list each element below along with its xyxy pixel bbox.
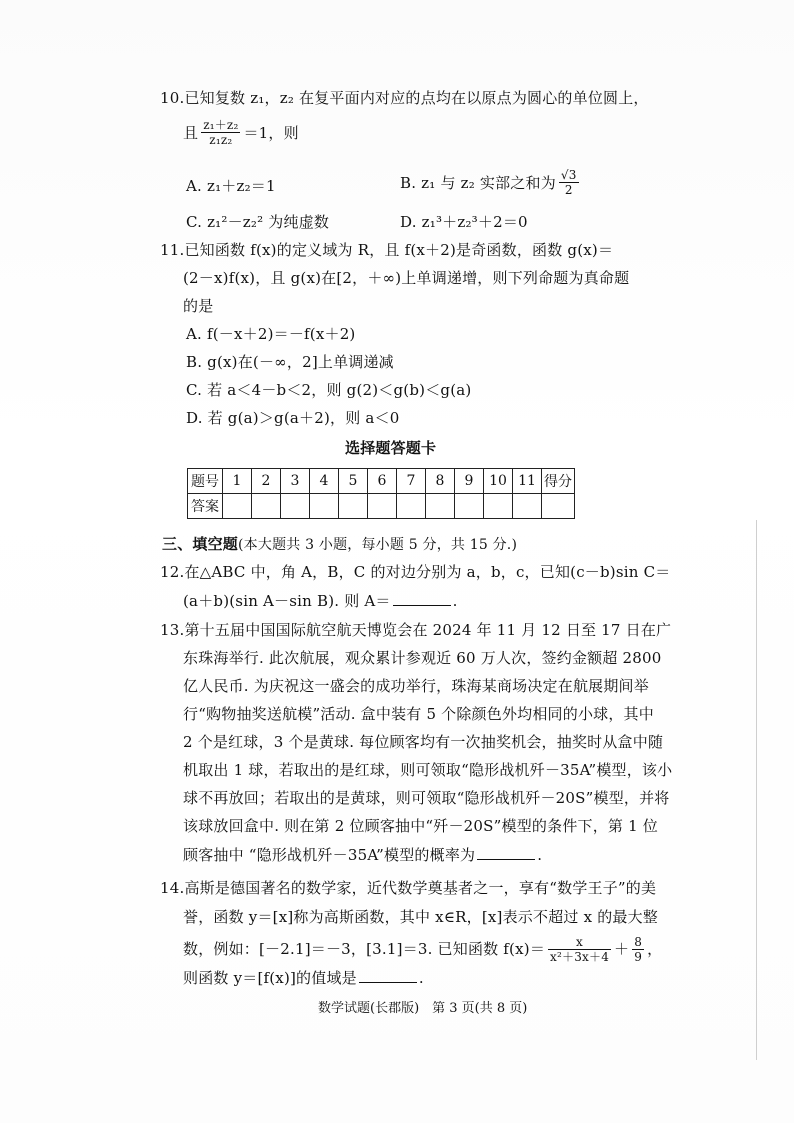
answer-cell — [484, 494, 513, 519]
q12-line2-suffix: . — [452, 592, 458, 610]
q13-line1: 13.第十五届中国国际航空航天博览会在 2024 年 11 月 12 日至 17 日在广 — [160, 621, 672, 639]
q10-option-b-fraction — [559, 168, 579, 197]
answer-cell — [455, 494, 484, 519]
answer-card-table — [187, 468, 575, 519]
answer-cell — [426, 494, 455, 519]
section3-heading-line — [162, 534, 517, 555]
q10-option-b — [400, 168, 582, 197]
q12-answer-blank — [393, 591, 451, 606]
scan-edge-line — [756, 520, 757, 1060]
q13-line6: 机取出 1 球，若取出的是红球，则可领取“隐形战机歼－35A”模型，该小 — [183, 761, 673, 779]
answer-card-number: 9 — [455, 469, 484, 494]
q13-line3: 亿人民币. 为庆祝这一盛会的成功举行，珠海某商场决定在航展期间举 — [183, 677, 649, 695]
q14-line4-suffix: . — [418, 969, 424, 987]
q11-line3: 的是 — [183, 297, 214, 315]
section3-note: (本大题共 3 小题，每小题 5 分，共 15 分.) — [238, 537, 518, 553]
q14-line3 — [183, 928, 662, 970]
q10-cond-prefix: 且 — [183, 123, 199, 142]
score-cell — [542, 494, 575, 519]
answer-card-title: 选择题答题卡 — [345, 439, 437, 457]
q12-line2 — [183, 591, 458, 611]
q14-fraction-1 — [548, 935, 611, 964]
answer-cell — [339, 494, 368, 519]
answer-cell — [223, 494, 252, 519]
q11-option-b: B. g(x)在(－∞，2]上单调递减 — [186, 353, 394, 371]
q13-line2: 东珠海举行. 此次航展，观众累计参观近 60 万人次，签约金额超 2800 — [183, 649, 662, 667]
q14-fraction-1-denominator: x²＋3x＋4 — [550, 949, 610, 964]
q14-line4 — [183, 968, 424, 988]
q10-cond-fraction — [201, 118, 240, 147]
answer-card-number: 10 — [484, 469, 513, 494]
q14-line3-suffix: ， — [647, 940, 663, 958]
section3-heading: 三、填空题 — [162, 535, 239, 553]
q10-option-a: A. z₁＋z₂＝1 — [186, 177, 276, 195]
q11-option-c: C. 若 a＜4－b＜2，则 g(2)＜g(b)＜g(a) — [186, 381, 472, 399]
q10-condition — [183, 118, 299, 147]
answer-card-row-numbers — [188, 469, 575, 494]
q11-line1: 11.已知函数 f(x)的定义域为 R，且 f(x＋2)是奇函数，函数 g(x)＝ — [160, 241, 614, 259]
q10-option-c: C. z₁²－z₂² 为纯虚数 — [186, 213, 330, 231]
q10-option-b-text: B. z₁ 与 z₂ 实部之和为 — [400, 173, 556, 192]
q13-line9 — [183, 845, 542, 865]
answer-card-number: 3 — [281, 469, 310, 494]
answer-card-number: 7 — [397, 469, 426, 494]
answer-card-row1-label: 题号 — [188, 469, 223, 494]
q14-fraction-2 — [632, 935, 644, 964]
q12-line1: 12.在△ABC 中，角 A，B，C 的对边分别为 a，b，c，已知(c－b)sin C＝ — [160, 563, 671, 581]
answer-card-score-label: 得分 — [542, 469, 575, 494]
q12-line2-prefix: (a＋b)(sin A－sin B). 则 A＝ — [183, 592, 391, 610]
q14-fraction-2-denominator: 9 — [634, 949, 643, 964]
q13-line4: 行“购物抽奖送航模”活动. 盒中装有 5 个除颜色外均相同的小球，其中 — [183, 705, 654, 723]
q10-option-b-numerator: √3 — [560, 168, 577, 182]
q14-plus: ＋ — [614, 940, 630, 958]
page-footer: 数学试题(长郡版) 第 3 页(共 8 页) — [318, 1001, 528, 1016]
answer-cell — [310, 494, 339, 519]
q13-line9-prefix: 顾客抽中 “隐形战机歼－35A”模型的概率为 — [183, 846, 476, 864]
answer-card-number: 6 — [368, 469, 397, 494]
answer-cell — [368, 494, 397, 519]
q14-line3-prefix: 数，例如：[－2.1]＝－3，[3.1]＝3. 已知函数 f(x)＝ — [183, 940, 546, 958]
answer-card-number: 4 — [310, 469, 339, 494]
answer-card-number: 1 — [223, 469, 252, 494]
q13-line8: 该球放回盒中. 则在第 2 位顾客抽中“歼－20S”模型的条件下，第 1 位 — [183, 817, 658, 835]
q10-option-b-denominator: 2 — [564, 183, 573, 197]
q14-line4-prefix: 则函数 y＝[f(x)]的值域是 — [183, 969, 357, 987]
q13-answer-blank — [477, 845, 535, 860]
q11-option-d: D. 若 g(a)＞g(a＋2)，则 a＜0 — [186, 409, 400, 427]
q13-line7: 球不再放回；若取出的是黄球，则可领取“隐形战机歼－20S”模型，并将 — [183, 789, 670, 807]
q10-cond-denominator: z₁z₂ — [209, 133, 233, 147]
answer-card-number: 11 — [513, 469, 542, 494]
answer-card-row2-label: 答案 — [188, 494, 223, 519]
answer-card-number: 5 — [339, 469, 368, 494]
q14-fraction-1-numerator: x — [576, 934, 584, 949]
answer-cell — [397, 494, 426, 519]
q14-answer-blank — [359, 968, 417, 983]
q10-cond-suffix: ＝1，则 — [243, 123, 299, 142]
answer-cell — [281, 494, 310, 519]
q11-line2: (2－x)f(x)，且 g(x)在[2，＋∞)上单调递增，则下列命题为真命题 — [183, 269, 630, 287]
answer-card-row-answers — [188, 494, 575, 519]
q11-option-a: A. f(－x＋2)＝－f(x＋2) — [186, 325, 356, 343]
q10-stem: 10.已知复数 z₁，z₂ 在复平面内对应的点均在以原点为圆心的单位圆上， — [160, 89, 649, 107]
q10-cond-numerator: z₁＋z₂ — [203, 118, 239, 132]
q14-line1: 14.高斯是德国著名的数学家，近代数学奠基者之一，享有“数学王子”的美 — [160, 879, 657, 897]
q10-option-d: D. z₁³＋z₂³＋2＝0 — [400, 213, 528, 231]
answer-cell — [252, 494, 281, 519]
answer-card-number: 8 — [426, 469, 455, 494]
q13-line5: 2 个是红球，3 个是黄球. 每位顾客均有一次抽奖机会，抽奖时从盒中随 — [183, 733, 664, 751]
answer-card-number: 2 — [252, 469, 281, 494]
q14-fraction-2-numerator: 8 — [634, 934, 643, 949]
q14-line2: 誉，函数 y＝[x]称为高斯函数，其中 x∈R，[x]表示不超过 x 的最大整 — [183, 908, 658, 926]
q13-line9-suffix: . — [537, 846, 543, 864]
answer-cell — [513, 494, 542, 519]
